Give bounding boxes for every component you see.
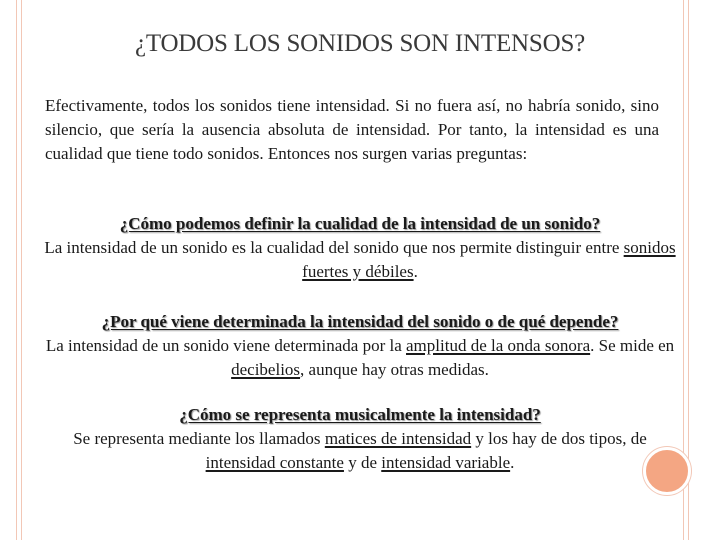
underlined-term: intensidad constante: [205, 453, 344, 472]
answer-text: La intensidad de un sonido viene determinada por la amplitud de la onda sonora. Se mide en decibelios, aunque hay otras medidas.: [45, 336, 675, 379]
answer-text: Se representa mediante los llamados matices de intensidad y los hay de dos tipos, de intensidad constante y de intensidad variable.: [73, 429, 647, 472]
underlined-term: sonidos fuertes y débiles: [302, 238, 676, 281]
left-frame-line-outer: [16, 0, 17, 540]
underlined-term: matices de intensidad: [324, 429, 472, 448]
left-frame-line-inner: [21, 0, 22, 540]
question-heading: ¿Por qué viene determinada la intensidad del sonido o de qué depende?: [101, 312, 619, 331]
section-intensity-definition: [40, 212, 680, 284]
intro-paragraph: Efectivamente, todos los sonidos tiene intensidad. Si no fuera así, no habría sonido, sino silencio, que sería la ausencia absoluta de intensidad. Por tanto, la intensidad es una cualidad que tiene todo sonidos. Entonces nos surgen varias preguntas:: [45, 96, 659, 163]
question-heading: ¿Cómo podemos definir la cualidad de la intensidad de un sonido?: [119, 214, 601, 233]
slide-title: ¿TODOS LOS SONIDOS SON INTENSOS?: [134, 30, 586, 57]
answer-text: La intensidad de un sonido es la cualidad del sonido que nos permite distinguir entre sonidos fuertes y débiles.: [44, 238, 676, 281]
section-intensity-representation: [40, 403, 680, 475]
section-intensity-dependence: [40, 310, 680, 382]
underlined-term: intensidad variable: [381, 453, 511, 472]
underlined-term: decibelios: [231, 360, 301, 379]
underlined-term: amplitud de la onda sonora: [406, 336, 591, 355]
question-heading: ¿Cómo se representa musicalmente la intensidad?: [179, 405, 541, 424]
